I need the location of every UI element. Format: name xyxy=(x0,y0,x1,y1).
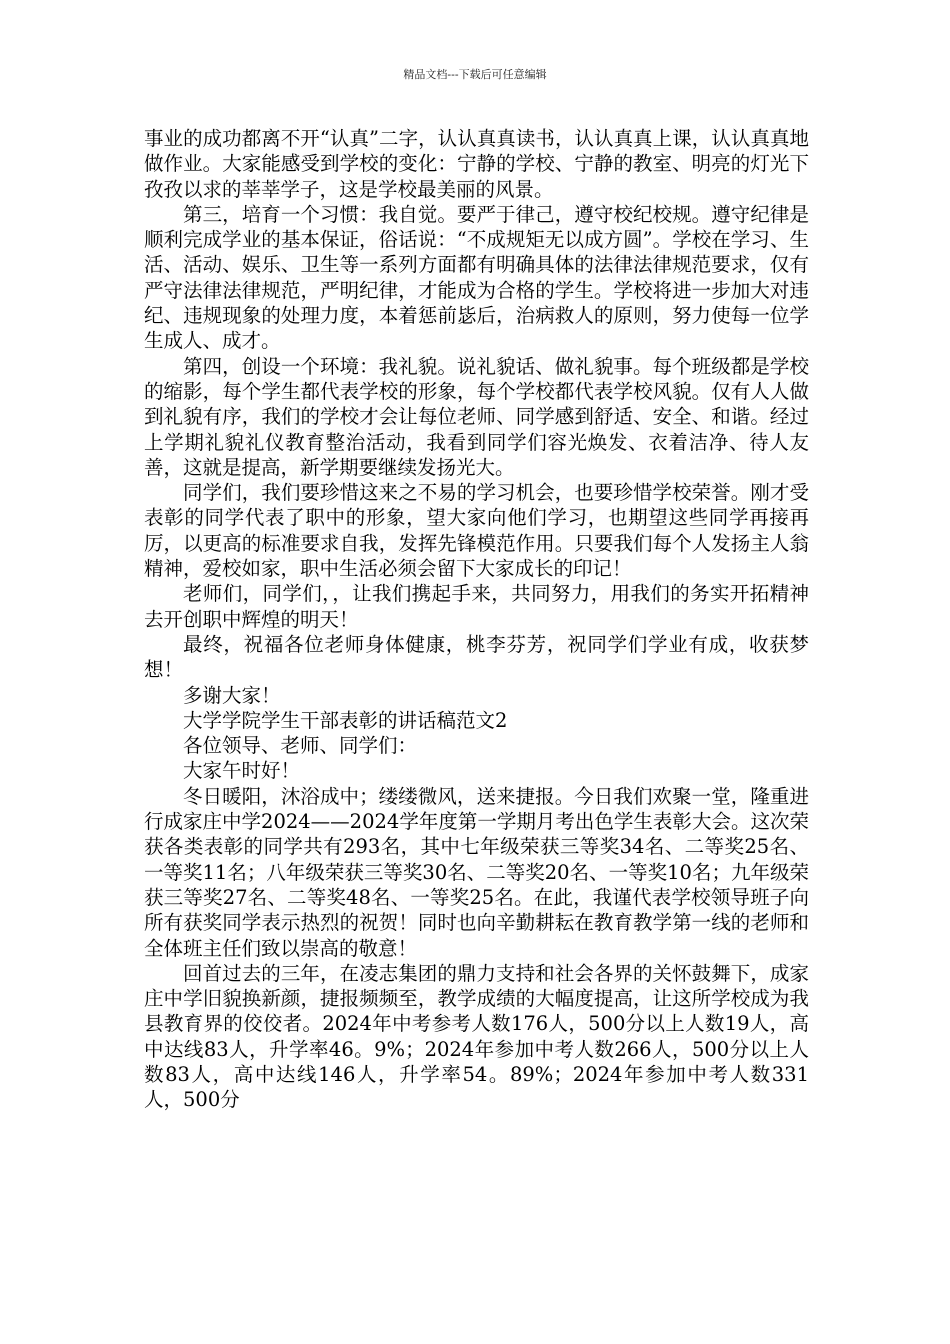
paragraph: 事业的成功都离不开“认真”二字，认认真真读书，认认真真上课，认认真真地做作业。大家能感受到学校的变化：宁静的学校、宁静的教室、明亮的灯光下孜孜以求的莘莘学子，这是学校最美丽的风景。 xyxy=(144,127,809,201)
page-header: 精品文档---下载后可任意编辑 xyxy=(403,68,547,81)
paragraph: 最终，祝福各位老师身体健康，桃李芬芳，祝同学们学业有成，收获梦想！ xyxy=(144,632,809,682)
paragraph: 多谢大家！ xyxy=(183,683,281,707)
salutation: 各位领导、老师、同学们： xyxy=(183,734,418,758)
section-title: 大学学院学生干部表彰的讲话稿范文2 xyxy=(183,708,508,732)
greeting: 大家午时好！ xyxy=(183,759,301,783)
paragraph: 第三，培育一个习惯：我自觉。要严于律己，遵守校纪校规。遵守纪律是顺利完成学业的基本保证，俗话说：“不成规矩无以成方圆”。学校在学习、生活、活动、娱乐、卫生等一系列方面都有明确具体的法律法律规范要求，仅有严守法律法律规范，严明纪律，才能成为合格的学生。学校将进一步加大对违纪、违规现象的处理力度，本着惩前毖后，治病救人的原则，努力使每一位学生成人、成才。 xyxy=(144,202,809,353)
paragraph: 回首过去的三年，在凌志集团的鼎力支持和社会各界的关怀鼓舞下，成家庄中学旧貌换新颜，捷报频频至，教学成绩的大幅度提高，让这所学校成为我县教育界的佼佼者。2024年中考参考人数176人，500分以上人数19人，高中达线83人，升学率46。9%；2024年参加中考人数266人，500分以上人数83人，高中达线146人，升学率54。89%；2024年参加中考人数331人，500分 xyxy=(144,961,809,1112)
paragraph: 冬日暖阳，沐浴成中；缕缕微风，送来捷报。今日我们欢聚一堂，隆重进行成家庄中学2024——2024学年度第一学期月考出色学生表彰大会。这次荣获各类表彰的同学共有293名，其中七年级荣获三等奖34名、二等奖25名、一等奖11名；八年级荣获三等奖30名、二等奖20名、一等奖10名；九年级荣获三等奖27名、二等奖48名、一等奖25名。在此，我谨代表学校领导班子向所有获奖同学表示热烈的祝贺！同时也向辛勤耕耘在教育教学第一线的老师和全体班主任们致以崇高的敬意！ xyxy=(144,784,809,960)
paragraph: 第四，创设一个环境：我礼貌。说礼貌话、做礼貌事。每个班级都是学校的缩影，每个学生都代表学校的形象，每个学校都代表学校风貌。仅有人人做到礼貌有序，我们的学校才会让每位老师、同学感到舒适、安全、和谐。经过上学期礼貌礼仪教育整治活动，我看到同学们容光焕发、衣着洁净、待人友善，这就是提高，新学期要继续发扬光大。 xyxy=(144,354,809,479)
paragraph: 同学们，我们要珍惜这来之不易的学习机会，也要珍惜学校荣誉。刚才受表彰的同学代表了职中的形象，望大家向他们学习，也期望这些同学再接再厉，以更高的标准要求自我，发挥先锋模范作用。只要我们每个人发扬主人翁精神，爱校如家，职中生活必须会留下大家成长的印记！ xyxy=(144,481,809,581)
paragraph: 老师们，同学们，，让我们携起手来，共同努力，用我们的务实开拓精神去开创职中辉煌的明天！ xyxy=(144,582,809,631)
document-body xyxy=(144,126,809,1113)
